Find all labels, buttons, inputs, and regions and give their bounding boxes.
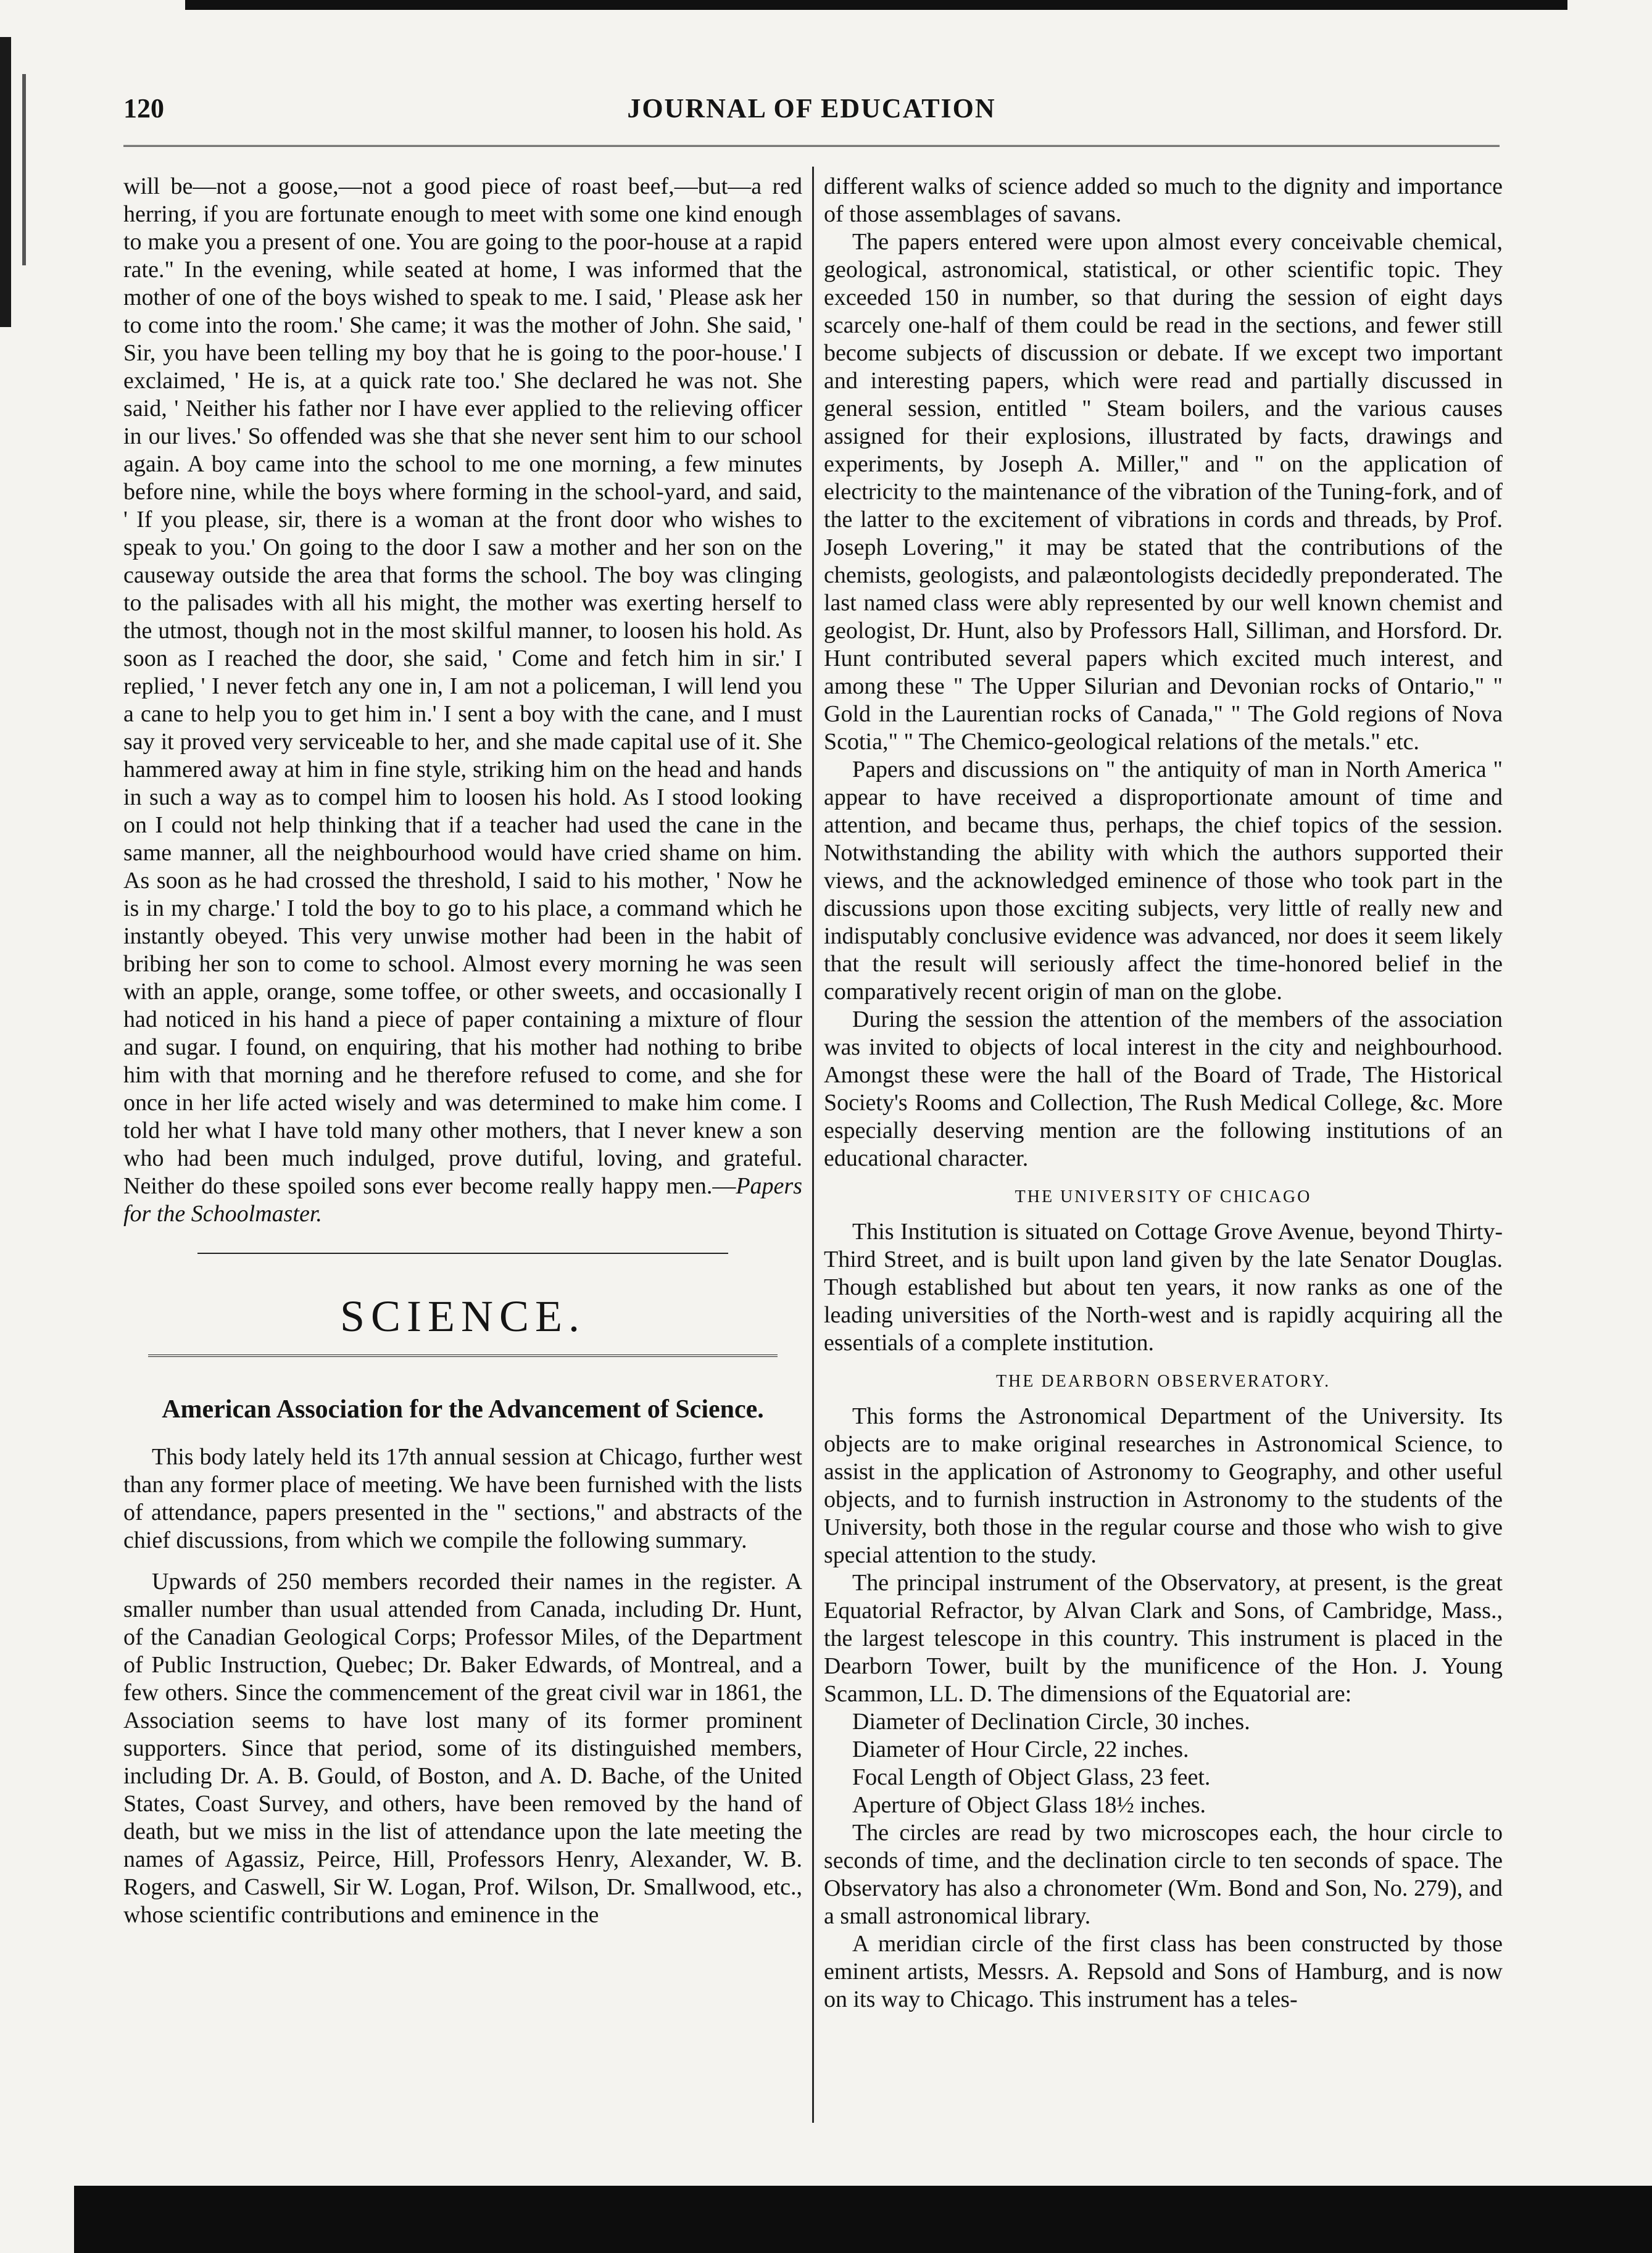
story-text: will be—not a goose,—not a good piece of roast beef,—but—a red herring, if you are fortunate enough to meet with some one kind enough to make you a present of one. You are going to the poor-house at a rapid rate." In the evening, while seated at home, I was informed that the mother of one of the boys wished to speak to me. I said, ' Please ask her to come into the room.' She came; it was the mother of John. She said, ' Sir, you have been telling my boy that he is going to the poor-house.' I exclaimed, ' He is, at a quick rate too.' She declared he was not. She said, ' Neither his father nor I have ever applied to the relieving officer in our lives.' So offended was she that she never sent him to our school again. A boy came into the school to me one morning, a few minutes before nine, while the boys where forming in the school-yard, and said, ' If you please, sir, there is a woman at the front door who wishes to speak to you.' On going to the door I saw a mother and her son on the causeway outside the area that forms the school. The boy was clinging to the palisades with all his might, the mother was exerting herself to the utmost, though not in the most skilful manner, to loosen his hold. As soon as I reached the door, she said, ' Come and fetch him in sir.' I replied, ' I never fetch any one in, I am not a policeman, I will lend you a cane to help you to get him in.' I sent a boy with the cane, and I must say it proved very serviceable to her, and she made capital use of it. She hammered away at him in fine style, striking him on the head and hands in such a way as to compel him to loosen his hold. As I stood looking on I could not help thinking that if a teacher had used the cane in the same manner, all the neighbourhood would have cried shame on him. As soon as he had crossed the threshold, I said to his mother, ' Now he is in my charge.' I told the boy to go to his place, a command which he instantly obeyed. This very unwise mother had been in the habit of bribing her son to come to school. Almost every morning he was seen with an apple, orange, some toffee, or other sweets, and occasionally I had noticed in his hand a piece of paper containing a mixture of flour and sugar. I found, on enquiring, that his mother had nothing to bribe him with that morning and he therefore refused to come, and she for once in her life acted wisely and was determined to make him come. I told her what I have told many other mothers, that I never knew a son who had been much indulged, prove dutiful, loving, and grateful. Neither do these spoiled sons ever become really happy men.— xyxy=(123,173,802,1199)
university-paragraph: This Institution is situated on Cottage Grove Avenue, beyond Thirty-Third Street, and is built upon land given by the late Senator Douglas. Though established but about ten years, it now ranks as one of the leading universities of the North-west and is rapidly acquiring all the essentials of a complete institution. xyxy=(824,1219,1503,1356)
article-title: American Association for the Advancement of Science. xyxy=(162,1395,764,1424)
right-column xyxy=(824,173,1503,2117)
left-scan-edge-line xyxy=(22,74,26,265)
bottom-scan-border xyxy=(74,2186,1652,2253)
science-heading: SCIENCE. xyxy=(339,1292,586,1341)
left-column xyxy=(123,173,802,2117)
article-paragraph: Papers and discussions on " the antiquity of man in North America " appear to have received a disproportionate amount of time and attention, and became thus, perhaps, the chief topics of the session. Notwithstanding the ability with which the authors supported their views, and the acknowledged eminence of those who took part in the discussions upon those exciting subjects, very little of really new and indisputably conclusive evidence was advanced, nor does it seem likely that the result will seriously affect the time-honored belief in the comparatively recent origin of man on the globe. xyxy=(824,757,1503,1005)
article-paragraph: Upwards of 250 members recorded their names in the register. A smaller number than usual attended from Canada, including Dr. Hunt, of the Canadian Geological Corps; Professor Miles, of the Department of Public Instruction, Quebec; Dr. Baker Edwards, of Montreal, and a few others. Since the commencement of the great civil war in 1861, the Association seems to have lost many of its former prominent supporters. Since that period, some of its distinguished members, including Dr. A. B. Gould, of Boston, and A. D. Bache, of the United States, Coast Survey, and others, have been removed by the hand of death, but we miss in the list of attendance upon the late meeting the names of Agassiz, Peirce, Hill, Professors Henry, Alexander, W. B. Rogers, and Caswell, Sir W. Logan, Prof. Wilson, Dr. Smallwood, etc., whose scientific contributions and eminence in the xyxy=(123,1569,802,1928)
top-scan-border xyxy=(185,0,1567,10)
paragraph-gap xyxy=(123,1554,802,1568)
section-rule xyxy=(197,1253,728,1254)
observatory-paragraph: The principal instrument of the Observatory, at present, is the great Equatorial Refractor, by Alvan Clark and Sons, of Cambridge, Mass., the largest telescope in this country. This instrument is placed in the Dearborn Tower, built by the munificence of the Hon. J. Young Scammon, LL. D. The dimensions of the Equatorial are: xyxy=(824,1570,1503,1707)
closing-paragraph: The circles are read by two microscopes each, the hour circle to seconds of time, and the declination circle to ten seconds of space. The Observatory has also a chronometer (Wm. Bond and Son, No. 279), and a small astronomical library. xyxy=(824,1820,1503,1929)
journal-title: JOURNAL OF EDUCATION xyxy=(627,93,996,123)
story-paragraph xyxy=(123,173,802,1228)
subheading-university: THE UNIVERSITY OF CHICAGO xyxy=(1015,1187,1312,1206)
header-rule xyxy=(123,145,1500,147)
left-scan-edge xyxy=(0,37,11,327)
article-paragraph: The papers entered were upon almost every conceivable chemical, geological, astronomical, statistical, or other scientific topic. They exceeded 150 in number, so that during the session of eight days scarcely one-half of them could be read in the sections, and fewer still become subjects of discussion or debate. If we except two important and interesting papers, which were read and partially discussed in general session, entitled " Steam boilers, and the various causes assigned for their explosions, illustrated by facts, drawings and experiments, by Joseph A. Miller," and " on the application of electricity to the maintenance of the vibration of the Tuning-fork, and of the latter to the excitement of vibrations in cords and threads, by Prof. Joseph Lovering," it may be stated that the contributions of the chemists, geologists, and palæontologists decidedly preponderated. The last named class were ably represented by our well known chemist and geologist, Dr. Hunt, also by Professors Hall, Silliman, and Horsford. Dr. Hunt contributed several papers which excited much interest, and among these " The Upper Silurian and Devonian rocks of Ontario," " Gold in the Laurentian rocks of Canada," " The Gold regions of Nova Scotia," " The Chemico-geological relations of the metals." etc. xyxy=(824,229,1503,755)
closing-paragraph: A meridian circle of the first class has been constructed by those eminent artists, Messrs. A. Repsold and Sons of Hamburg, and is now on its way to Chicago. This instrument has a teles- xyxy=(824,1931,1503,2012)
page-header xyxy=(123,93,1500,136)
subheading-observatory: THE DEARBORN OBSERVERATORY. xyxy=(995,1372,1331,1391)
dimension-item: Diameter of Hour Circle, 22 inches. xyxy=(852,1736,1189,1762)
column-divider xyxy=(812,167,814,2123)
observatory-paragraph: This forms the Astronomical Department of the University. Its objects are to make original researches in Astronomical Science, to assist in the application of Astronomy to Geography, and other useful objects, and to furnish instruction in Astronomy to the students of the University, both those in the regular course and those who wish to give special attention to the study. xyxy=(824,1403,1503,1568)
article-paragraph: This body lately held its 17th annual session at Chicago, further west than any former place of meeting. We have been furnished with the lists of attendance, papers presented in the " sections," and abstracts of the chief discussions, from which we compile the following summary. xyxy=(123,1444,802,1553)
article-paragraph: During the session the attention of the members of the association was invited to objects of local interest in the city and neighbourhood. Amongst these were the hall of the Board of Trade, The Historical Society's Rooms and Collection, The Rush Medical College, &c. More especially deserving mention are the following institutions of an educational character. xyxy=(824,1006,1503,1171)
page-number: 120 xyxy=(123,93,164,123)
article-paragraph: different walks of science added so much to the dignity and importance of those assemblages of savans. xyxy=(824,173,1503,227)
dimension-item: Diameter of Declination Circle, 30 inches. xyxy=(852,1709,1250,1735)
dimension-item: Focal Length of Object Glass, 23 feet. xyxy=(852,1764,1211,1790)
dimension-item: Aperture of Object Glass 18½ inches. xyxy=(852,1792,1206,1818)
science-rule xyxy=(148,1355,778,1357)
story-source: Papers for the Schoolmaster. xyxy=(123,1173,802,1227)
